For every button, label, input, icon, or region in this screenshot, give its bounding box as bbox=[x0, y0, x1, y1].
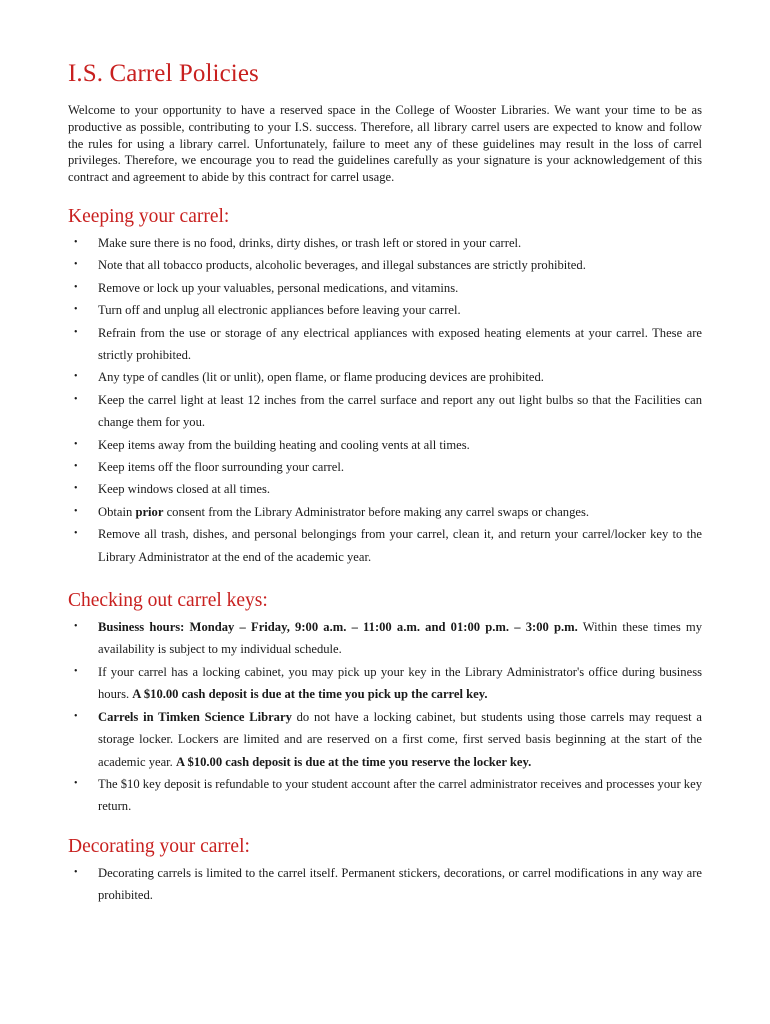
bullet-icon: • bbox=[74, 621, 78, 633]
bullet-icon: • bbox=[74, 483, 78, 495]
section-heading-keys: Checking out carrel keys: bbox=[68, 590, 268, 612]
list-item: • Business hours: Monday – Friday, 9:00 a.m. – 11:00 a.m. and 01:00 p.m. – 3:00 p.m. Within these times my availability is subject to my individual schedule. bbox=[68, 616, 702, 661]
section-heading-keeping: Keeping your carrel: bbox=[68, 205, 230, 227]
list-item: • Note that all tobacco products, alcoholic beverages, and illegal substances are strictly prohibited. bbox=[68, 254, 702, 276]
bullet-icon: • bbox=[74, 281, 78, 293]
bullet-icon: • bbox=[74, 505, 78, 517]
list-item: • The $10 key deposit is refundable to your student account after the carrel administrator receives and processes your key return. bbox=[68, 773, 702, 818]
list-item: • Carrels in Timken Science Library do not have a locking cabinet, but students using those carrels may request a storage locker. Lockers are limited and are reserved on a first come, first served basis beginning at the start of the academic year. A $10.00 cash deposit is due at the time you reserve the locker key. bbox=[68, 706, 702, 773]
bullet-icon: • bbox=[74, 259, 78, 271]
keeping-list bbox=[68, 232, 702, 568]
list-item: • Keep items away from the building heating and cooling vents at all times. bbox=[68, 434, 702, 456]
list-item: • Keep items off the floor surrounding your carrel. bbox=[68, 456, 702, 478]
bullet-icon: • bbox=[74, 304, 78, 316]
list-item: • Keep the carrel light at least 12 inches from the carrel surface and report any out light bulbs so that the Facilities can change them for you. bbox=[68, 389, 702, 434]
bullet-icon: • bbox=[74, 777, 78, 789]
list-item: • Turn off and unplug all electronic appliances before leaving your carrel. bbox=[68, 299, 702, 321]
bullet-icon: • bbox=[74, 528, 78, 540]
bullet-icon: • bbox=[74, 710, 78, 722]
page-title: I.S. Carrel Policies bbox=[68, 60, 259, 87]
bullet-icon: • bbox=[74, 326, 78, 338]
list-item: • Remove or lock up your valuables, personal medications, and vitamins. bbox=[68, 277, 702, 299]
list-item: • If your carrel has a locking cabinet, you may pick up your key in the Library Administrator's office during business hours. A $10.00 cash deposit is due at the time you pick up the carrel key. bbox=[68, 661, 702, 706]
intro-paragraph: Welcome to your opportunity to have a reserved space in the College of Wooster Libraries. We want your time to be as productive as possible, contributing to your I.S. success. Therefore, all library carrel users are expected to know and follow the rules for using a library carrel. Unfortunately, failure to meet any of these guidelines may result in the loss of carrel privileges. Therefore, we encourage you to read the guidelines carefully as your signature is your acknowledgement of this contract and agreement to abide by this contract for carrel usage. bbox=[68, 103, 702, 185]
list-item: • Remove all trash, dishes, and personal belongings from your carrel, clean it, and return your carrel/locker key to the Library Administrator at the end of the academic year. bbox=[68, 523, 702, 568]
list-item: • Decorating carrels is limited to the carrel itself. Permanent stickers, decorations, or carrel modifications in any way are prohibited. bbox=[68, 862, 702, 907]
bullet-icon: • bbox=[74, 371, 78, 383]
list-item: • Refrain from the use or storage of any electrical appliances with exposed heating elements at your carrel. These are strictly prohibited. bbox=[68, 322, 702, 367]
list-item: • Any type of candles (lit or unlit), open flame, or flame producing devices are prohibited. bbox=[68, 366, 702, 388]
keys-list bbox=[68, 616, 702, 818]
bullet-icon: • bbox=[74, 665, 78, 677]
document-page bbox=[68, 60, 702, 907]
bullet-icon: • bbox=[74, 236, 78, 248]
list-item: • Obtain prior consent from the Library Administrator before making any carrel swaps or changes. bbox=[68, 501, 702, 523]
list-item: • Keep windows closed at all times. bbox=[68, 478, 702, 500]
bullet-icon: • bbox=[74, 866, 78, 878]
bullet-icon: • bbox=[74, 461, 78, 473]
bullet-icon: • bbox=[74, 438, 78, 450]
list-item: • Make sure there is no food, drinks, dirty dishes, or trash left or stored in your carrel. bbox=[68, 232, 702, 254]
decorating-list bbox=[68, 862, 702, 907]
section-heading-decorating: Decorating your carrel: bbox=[68, 835, 250, 857]
bullet-icon: • bbox=[74, 393, 78, 405]
